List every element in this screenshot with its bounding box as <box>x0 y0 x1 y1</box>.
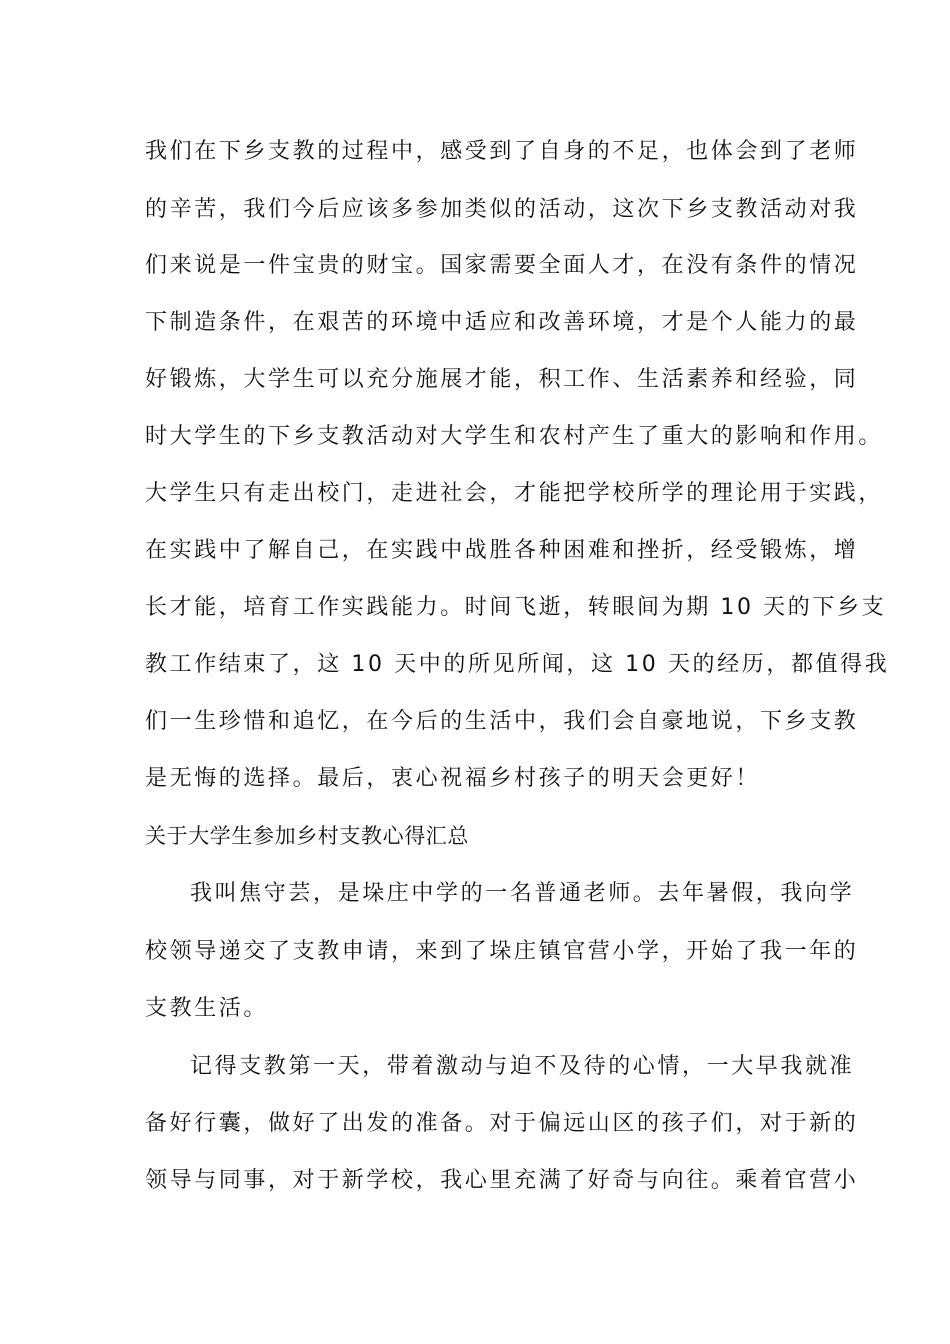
text-line: 时大学生的下乡支教活动对大学生和农村产生了重大的影响和作用。 <box>145 424 884 449</box>
text-line: 的辛苦，我们今后应该多参加类似的活动，这次下乡支教活动对我 <box>145 197 859 222</box>
text-line: 下制造条件，在艰苦的环境中适应和改善环境，才是个人能力的最 <box>145 310 859 335</box>
text-line: 支教生活。 <box>145 996 269 1021</box>
text-line: 大学生只有走出校门，走进社会，才能把学校所学的理论用于实践， <box>145 481 884 506</box>
text-line: 们来说是一件宝贵的财宝。国家需要全面人才，在没有条件的情况 <box>145 253 859 278</box>
text-line: 教工作结束了，这 10 天中的所见所闻，这 10 天的经历，都值得我 <box>145 652 890 677</box>
text-line: 我叫焦守芸，是垛庄中学的一名普通老师。去年暑假，我向学 <box>190 881 855 906</box>
text-line: 领导与同事，对于新学校，我心里充满了好奇与向往。乘着官营小 <box>145 1168 859 1193</box>
section-heading: 关于大学生参加乡村支教心得汇总 <box>145 824 469 848</box>
text-line: 好锻炼，大学生可以充分施展才能，积工作、生活素养和经验，同 <box>145 367 859 392</box>
text-line: 是无悔的选择。最后，衷心祝福乡村孩子的明天会更好！ <box>145 766 761 791</box>
text-line: 记得支教第一天，带着激动与迫不及待的心情，一大早我就准 <box>190 1054 855 1079</box>
text-line: 长才能，培育工作实践能力。时间飞逝，转眼间为期 10 天的下乡支 <box>145 595 887 620</box>
text-line: 备好行囊，做好了出发的准备。对于偏远山区的孩子们，对于新的 <box>145 1111 859 1136</box>
text-line: 校领导递交了支教申请，来到了垛庄镇官营小学，开始了我一年的 <box>145 939 859 964</box>
text-line: 我们在下乡支教的过程中，感受到了自身的不足，也体会到了老师 <box>145 139 859 164</box>
text-line: 在实践中了解自己，在实践中战胜各种困难和挫折，经受锻炼，增 <box>145 538 859 563</box>
text-line: 们一生珍惜和追忆，在今后的生活中，我们会自豪地说，下乡支教 <box>145 709 859 734</box>
